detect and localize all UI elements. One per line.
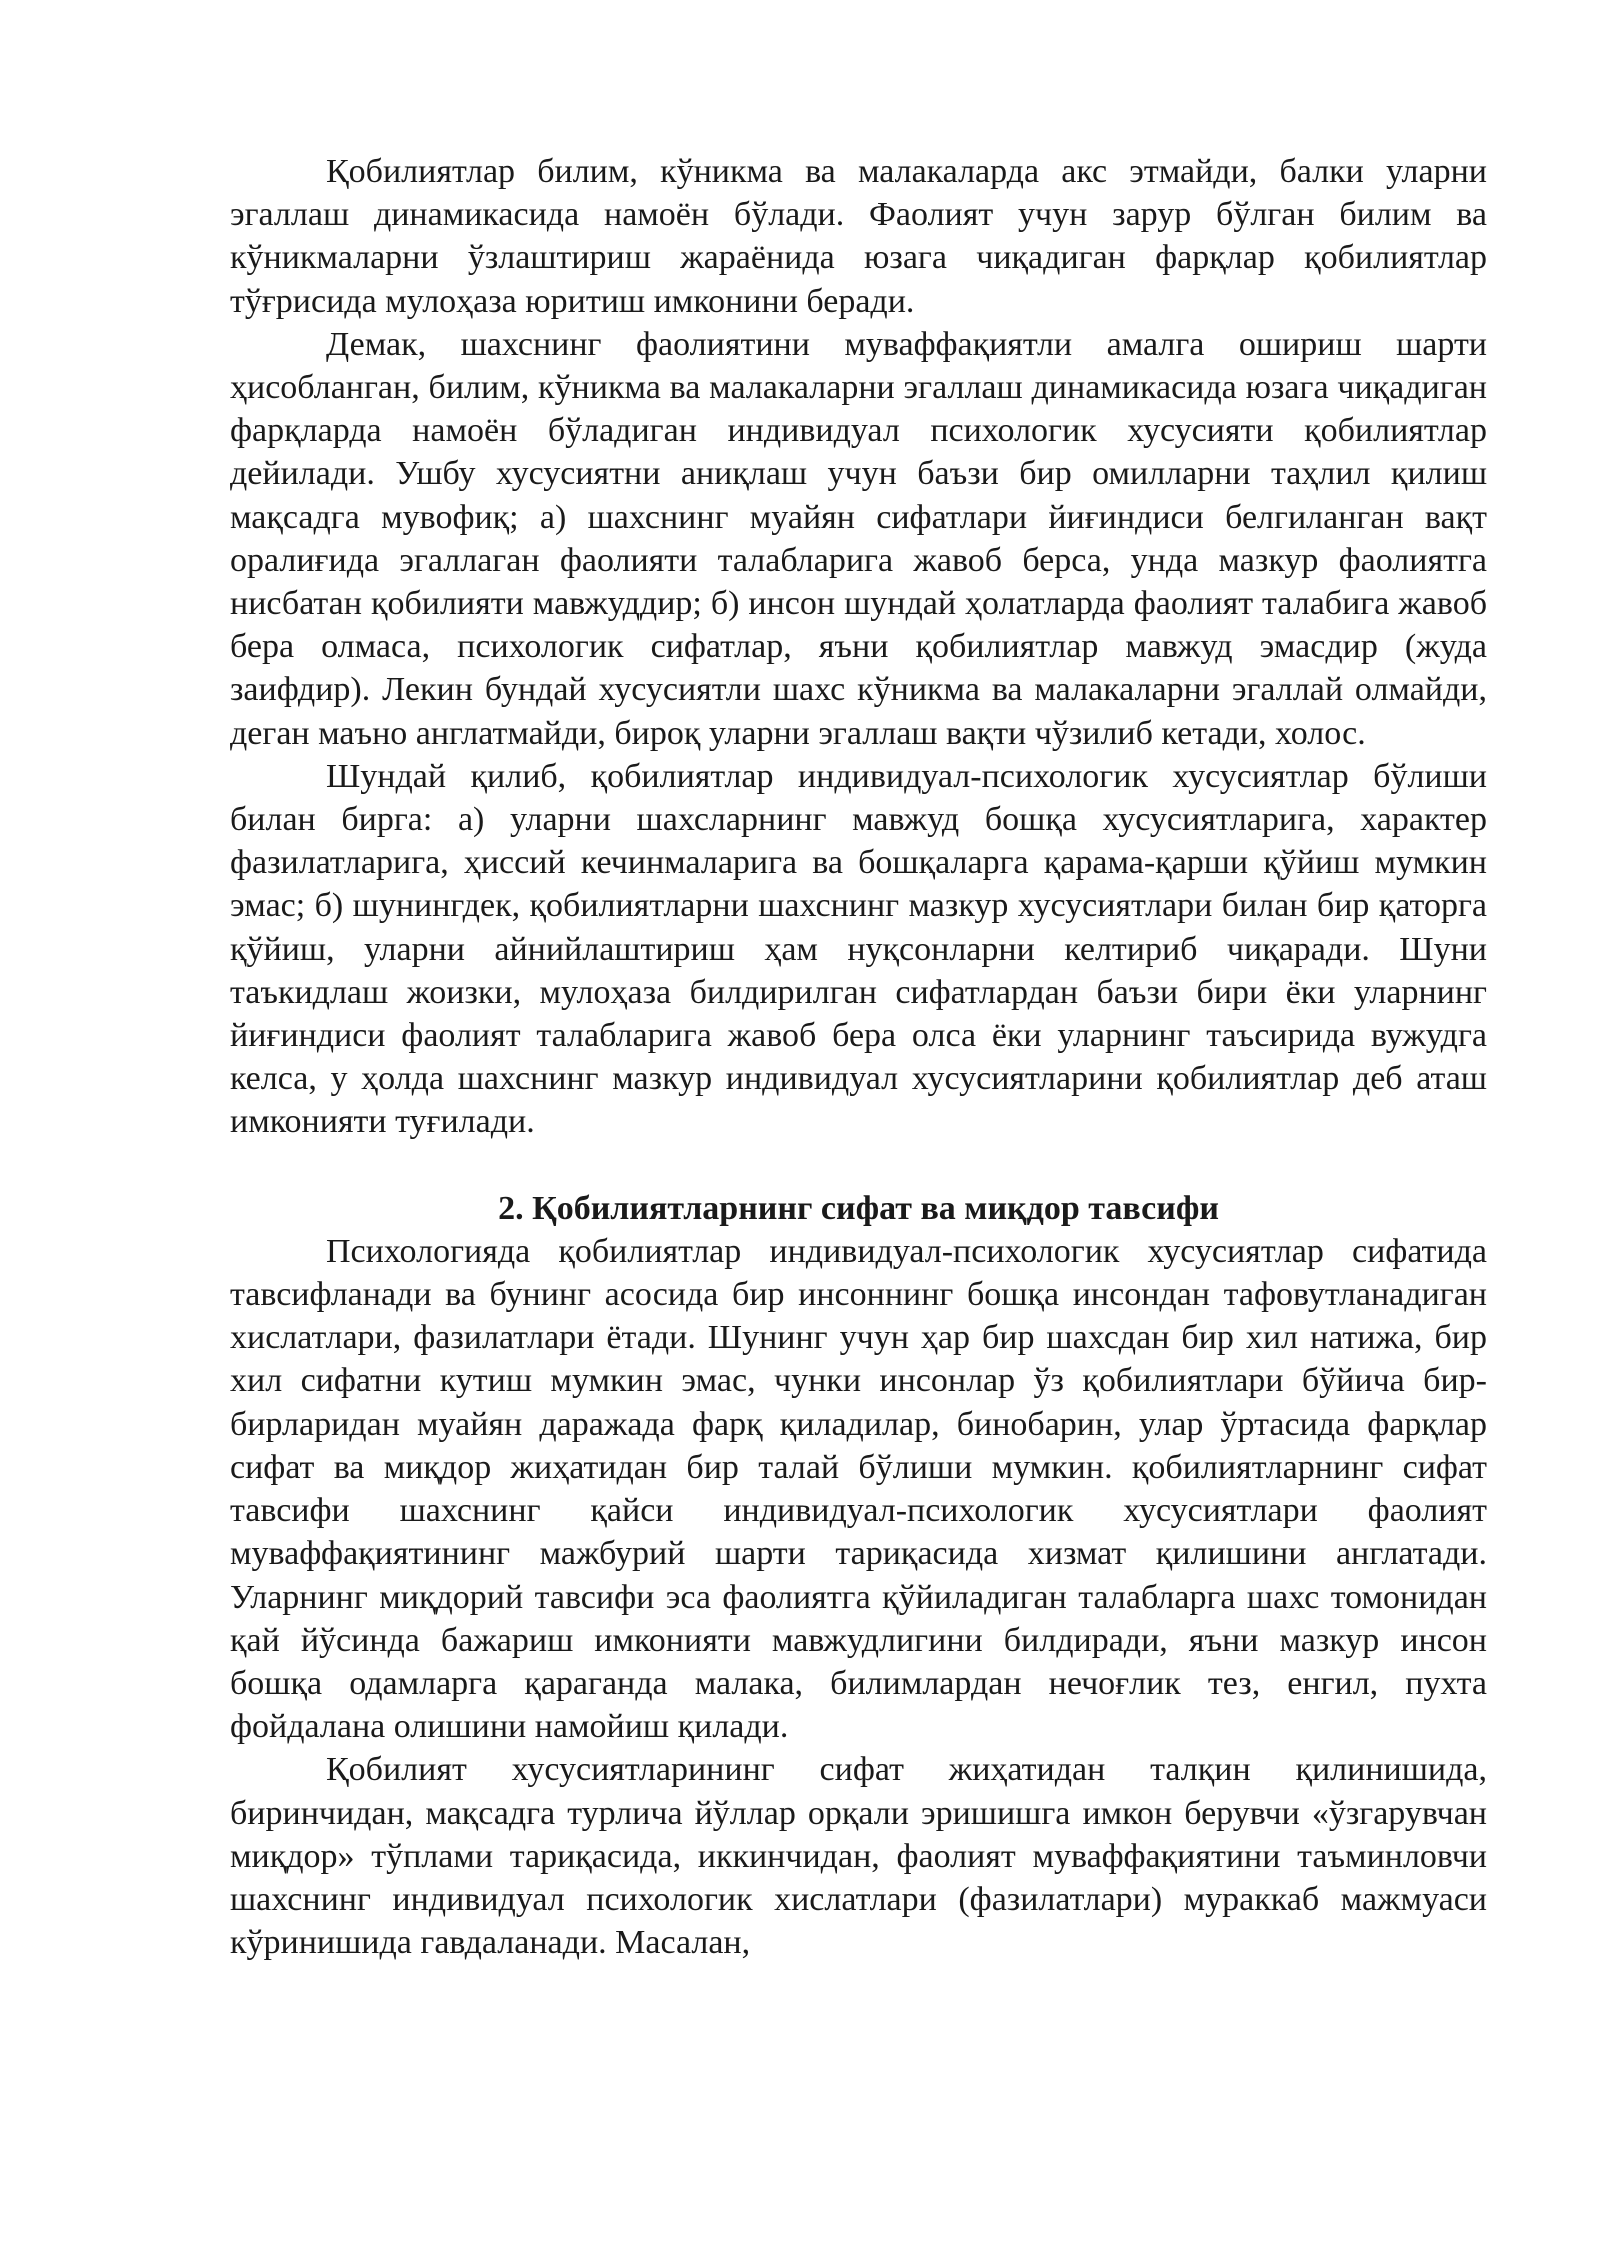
section-heading: 2. Қобилиятларнинг сифат ва миқдор тавсифи — [498, 1189, 1219, 1227]
paragraph-abilities-individual-traits: Шундай қилиб, қобилиятлар индивидуал-психологик хусусиятлар бўлиши билан бирга: а) уларни шахсларнинг мавжуд бошқа хусусиятларига, характер фазилатларига, ҳиссий кечинмаларига ва бошқаларга қарама-қарши қўйиш мумкин эмас; б) шунингдек, қобилиятларни шахснинг мазкур хусусиятлари билан бир қаторга қўйиш, уларни айнийлаштириш ҳам нуқсонларни келтириб чиқаради. Шуни таъкидлаш жоизки, мулоҳаза билдирилган сифатлардан баъзи бири ёки уларнинг йиғиндиси фаолият талабларига жавоб бера олса ёки уларнинг таъсирида вужудга келса, у ҳолда шахснинг мазкур индивидуал хусусиятларини қобилиятлар деб аташ имконияти туғилади. — [230, 757, 1487, 1141]
paragraph-abilities-definition: Демак, шахснинг фаолиятини муваффақиятли амалга ошириш шарти ҳисобланган, билим, кўникма ва малакаларни эгаллаш динамикасида юзага чиқадиган фарқларда намоён бўладиган индивидуал психологик хусусияти қобилиятлар дейилади. Ушбу хусусиятни аниқлаш учун баъзи бир омилларни таҳлил қилиш мақсадга мувофиқ; а) шахснинг муайян сифатлари йиғиндиси белгиланган вақт оралиғида эгаллаган фаолияти талабларига жавоб берса, унда мазкур фаолиятга нисбатан қобилияти мавжуддир; б) инсон шундай ҳолатларда фаолият талабига жавоб бера олмаса, психологик сифатлар, яъни қобилиятлар мавжуд эмасдир (жуда заифдир). Лекин бундай хусусиятли шахс кўникма ва малакаларни эгаллай олмайди, деган маъно англатмайди, бироқ уларни эгаллаш вақти чўзилиб кетади, холос. — [230, 325, 1487, 752]
paragraph-quality-interpretation: Қобилият хусусиятларининг сифат жиҳатидан талқин қилинишида, биринчидан, мақсадга турлича йўллар орқали эришишга имкон берувчи «ўзгарувчан миқдор» тўплами тариқасида, иккинчидан, фаолият муваффақиятини таъминловчи шахснинг индивидуал психологик хислатлари (фазилатлари) мураккаб мажмуаси кўринишида гавдаланади. Масалан, — [230, 1751, 1487, 1962]
paragraph-abilities-dynamics: Қобилиятлар билим, кўникма ва малакаларда акс этмайди, балки уларни эгаллаш динамикасида намоён бўлади. Фаолият учун зарур бўлган билим ва кўникмаларни ўзлаштириш жараёнида юзага чиқадиган фарқлар қобилиятлар тўғрисида мулоҳаза юритиш имконини беради. — [230, 153, 1487, 320]
paragraph-quality-quantity: Психологияда қобилиятлар индивидуал-психологик хусусиятлар сифатида тавсифланади ва бунинг асосида бир инсоннинг бошқа инсондан тафовутланадиган хислатлари, фазилатлари ётади. Шунинг учун ҳар бир шахсдан бир хил натижа, бир хил сифатни кутиш мумкин эмас, чунки инсонлар ўз қобилиятлари бўйича бир-бирларидан муайян даражада фарқ қиладилар, бинобарин, улар ўртасида фарқлар сифат ва миқдор жиҳатидан бир талай бўлиши мумкин. қобилиятларнинг сифат тавсифи шахснинг қайси индивидуал-психологик хусусиятлари фаолият муваффақиятининг мажбурий шарти тариқасида хизмат қилишини англатади. Уларнинг миқдорий тавсифи эса фаолиятга қўйиладиган талабларга шахс томонидан қай йўсинда бажариш имконияти мавжудлигини билдиради, яъни мазкур инсон бошқа одамларга қараганда малака, билимлардан нечоғлик тез, енгил, пухта фойдалана олишини намойиш қилади. — [230, 1232, 1487, 1746]
